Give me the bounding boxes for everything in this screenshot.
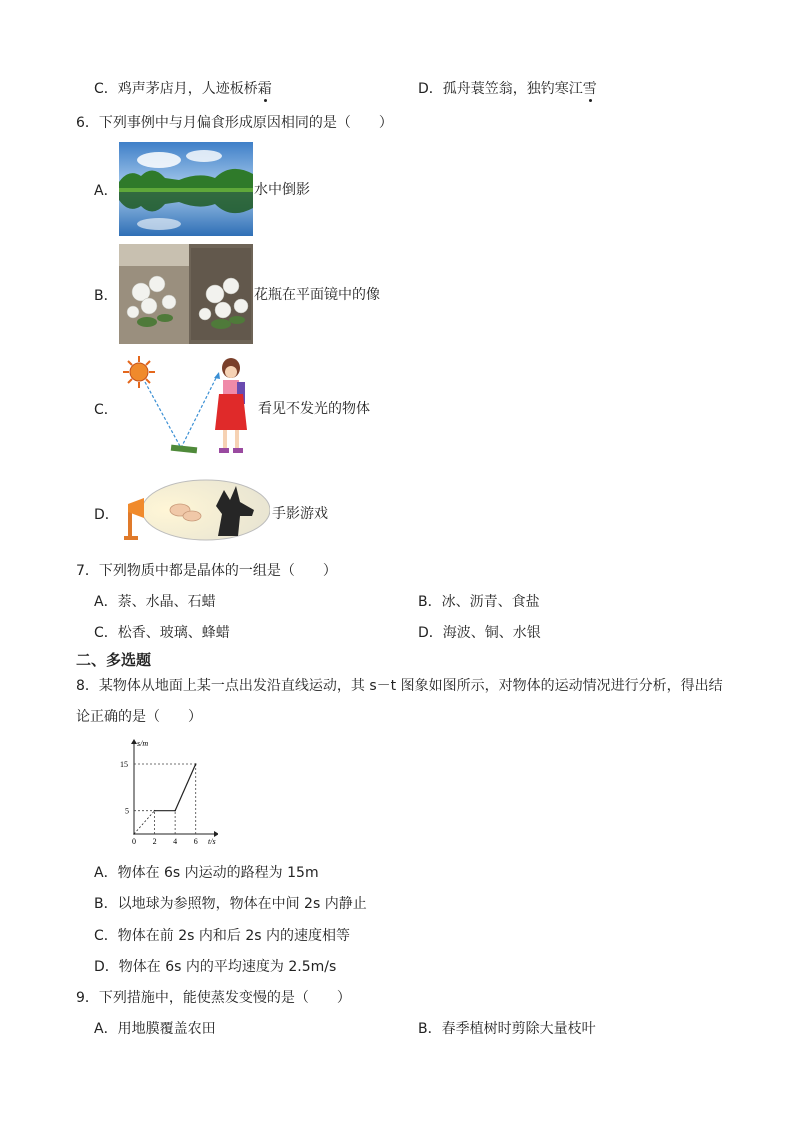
q8-option-c: C．物体在前 2s 内和后 2s 内的速度相等: [94, 928, 350, 944]
q6-option-c-label: C．: [94, 402, 118, 418]
y-tick-label: 15: [120, 760, 128, 769]
q6-option-b-label: B．: [94, 288, 118, 304]
sun-icon: [123, 356, 155, 388]
hand-shadow-image: [122, 476, 270, 544]
s-t-chart: [108, 736, 218, 848]
data-point: [195, 763, 197, 765]
x-tick-label: 6: [193, 837, 198, 846]
emphasis-char: 霜: [257, 81, 272, 97]
lake-reflection-image: [119, 142, 253, 236]
q6-option-c-caption: 看见不发光的物体: [258, 401, 370, 417]
q9-option-a: A．用地膜覆盖农田: [94, 1021, 216, 1037]
q8-option-d: D．物体在 6s 内的平均速度为 2.5m/s: [94, 959, 337, 975]
q8-stem-line2: 论正确的是（ ）: [76, 709, 202, 725]
q6-stem: 6．下列事例中与月偏食形成原因相同的是（ ）: [76, 115, 393, 131]
q7-option-b: B．冰、沥青、食盐: [418, 594, 540, 610]
data-point: [174, 810, 176, 812]
flower-vase-mirror-image: [119, 244, 253, 344]
q7-option-d: D．海波、铜、水银: [418, 625, 541, 641]
q5-option-c: C．鸡声茅店月，人迹板桥霜: [94, 81, 272, 97]
q9-option-b: B．春季植树时剪除大量枝叶: [418, 1021, 596, 1037]
q7-option-a: A．萘、水晶、石蜡: [94, 594, 216, 610]
y-tick-label: 5: [125, 806, 129, 816]
lamp-icon: [124, 498, 144, 540]
data-point: [133, 833, 135, 835]
section-title: 二、多选题: [76, 651, 152, 669]
q5-option-d: D．孤舟蓑笠翁，独钓寒江雪: [418, 81, 597, 97]
x-tick-label: 0: [132, 837, 136, 846]
q6-option-a-label: A．: [94, 183, 118, 199]
q6-option-b-caption-text: 花瓶在平面镜中的像: [254, 287, 380, 303]
q7-stem: 7．下列物质中都是晶体的一组是（ ）: [76, 563, 337, 579]
q7-option-c: C．松香、玻璃、蜂蜡: [94, 625, 230, 641]
data-point: [154, 810, 156, 812]
emphasis-char: 雪: [582, 81, 597, 97]
q6-option-a-caption: 水中倒影: [254, 182, 310, 198]
q8-stem-line1: 8．某物体从地面上某一点出发沿直线运动，其 s－t 图象如图所示，对物体的运动情况进行分析，得出结: [76, 678, 723, 694]
x-axis-label: t/s: [208, 837, 216, 846]
y-axis-label: s/m: [137, 739, 149, 748]
q8-option-a: A．物体在 6s 内运动的路程为 15m: [94, 865, 319, 881]
x-tick-label: 4: [173, 837, 178, 846]
x-tick-label: 2: [152, 837, 157, 846]
sun-book-girl-image: [119, 352, 259, 464]
series-segment: [175, 764, 196, 811]
q9-stem: 9．下列措施中，能使蒸发变慢的是（ ）: [76, 990, 351, 1006]
q6-option-d-label: D．: [94, 507, 119, 523]
q6-option-d-caption: 手影游戏: [272, 506, 328, 522]
q8-option-b: B．以地球为参照物，物体在中间 2s 内静止: [94, 896, 367, 912]
series-segment: [134, 811, 155, 834]
